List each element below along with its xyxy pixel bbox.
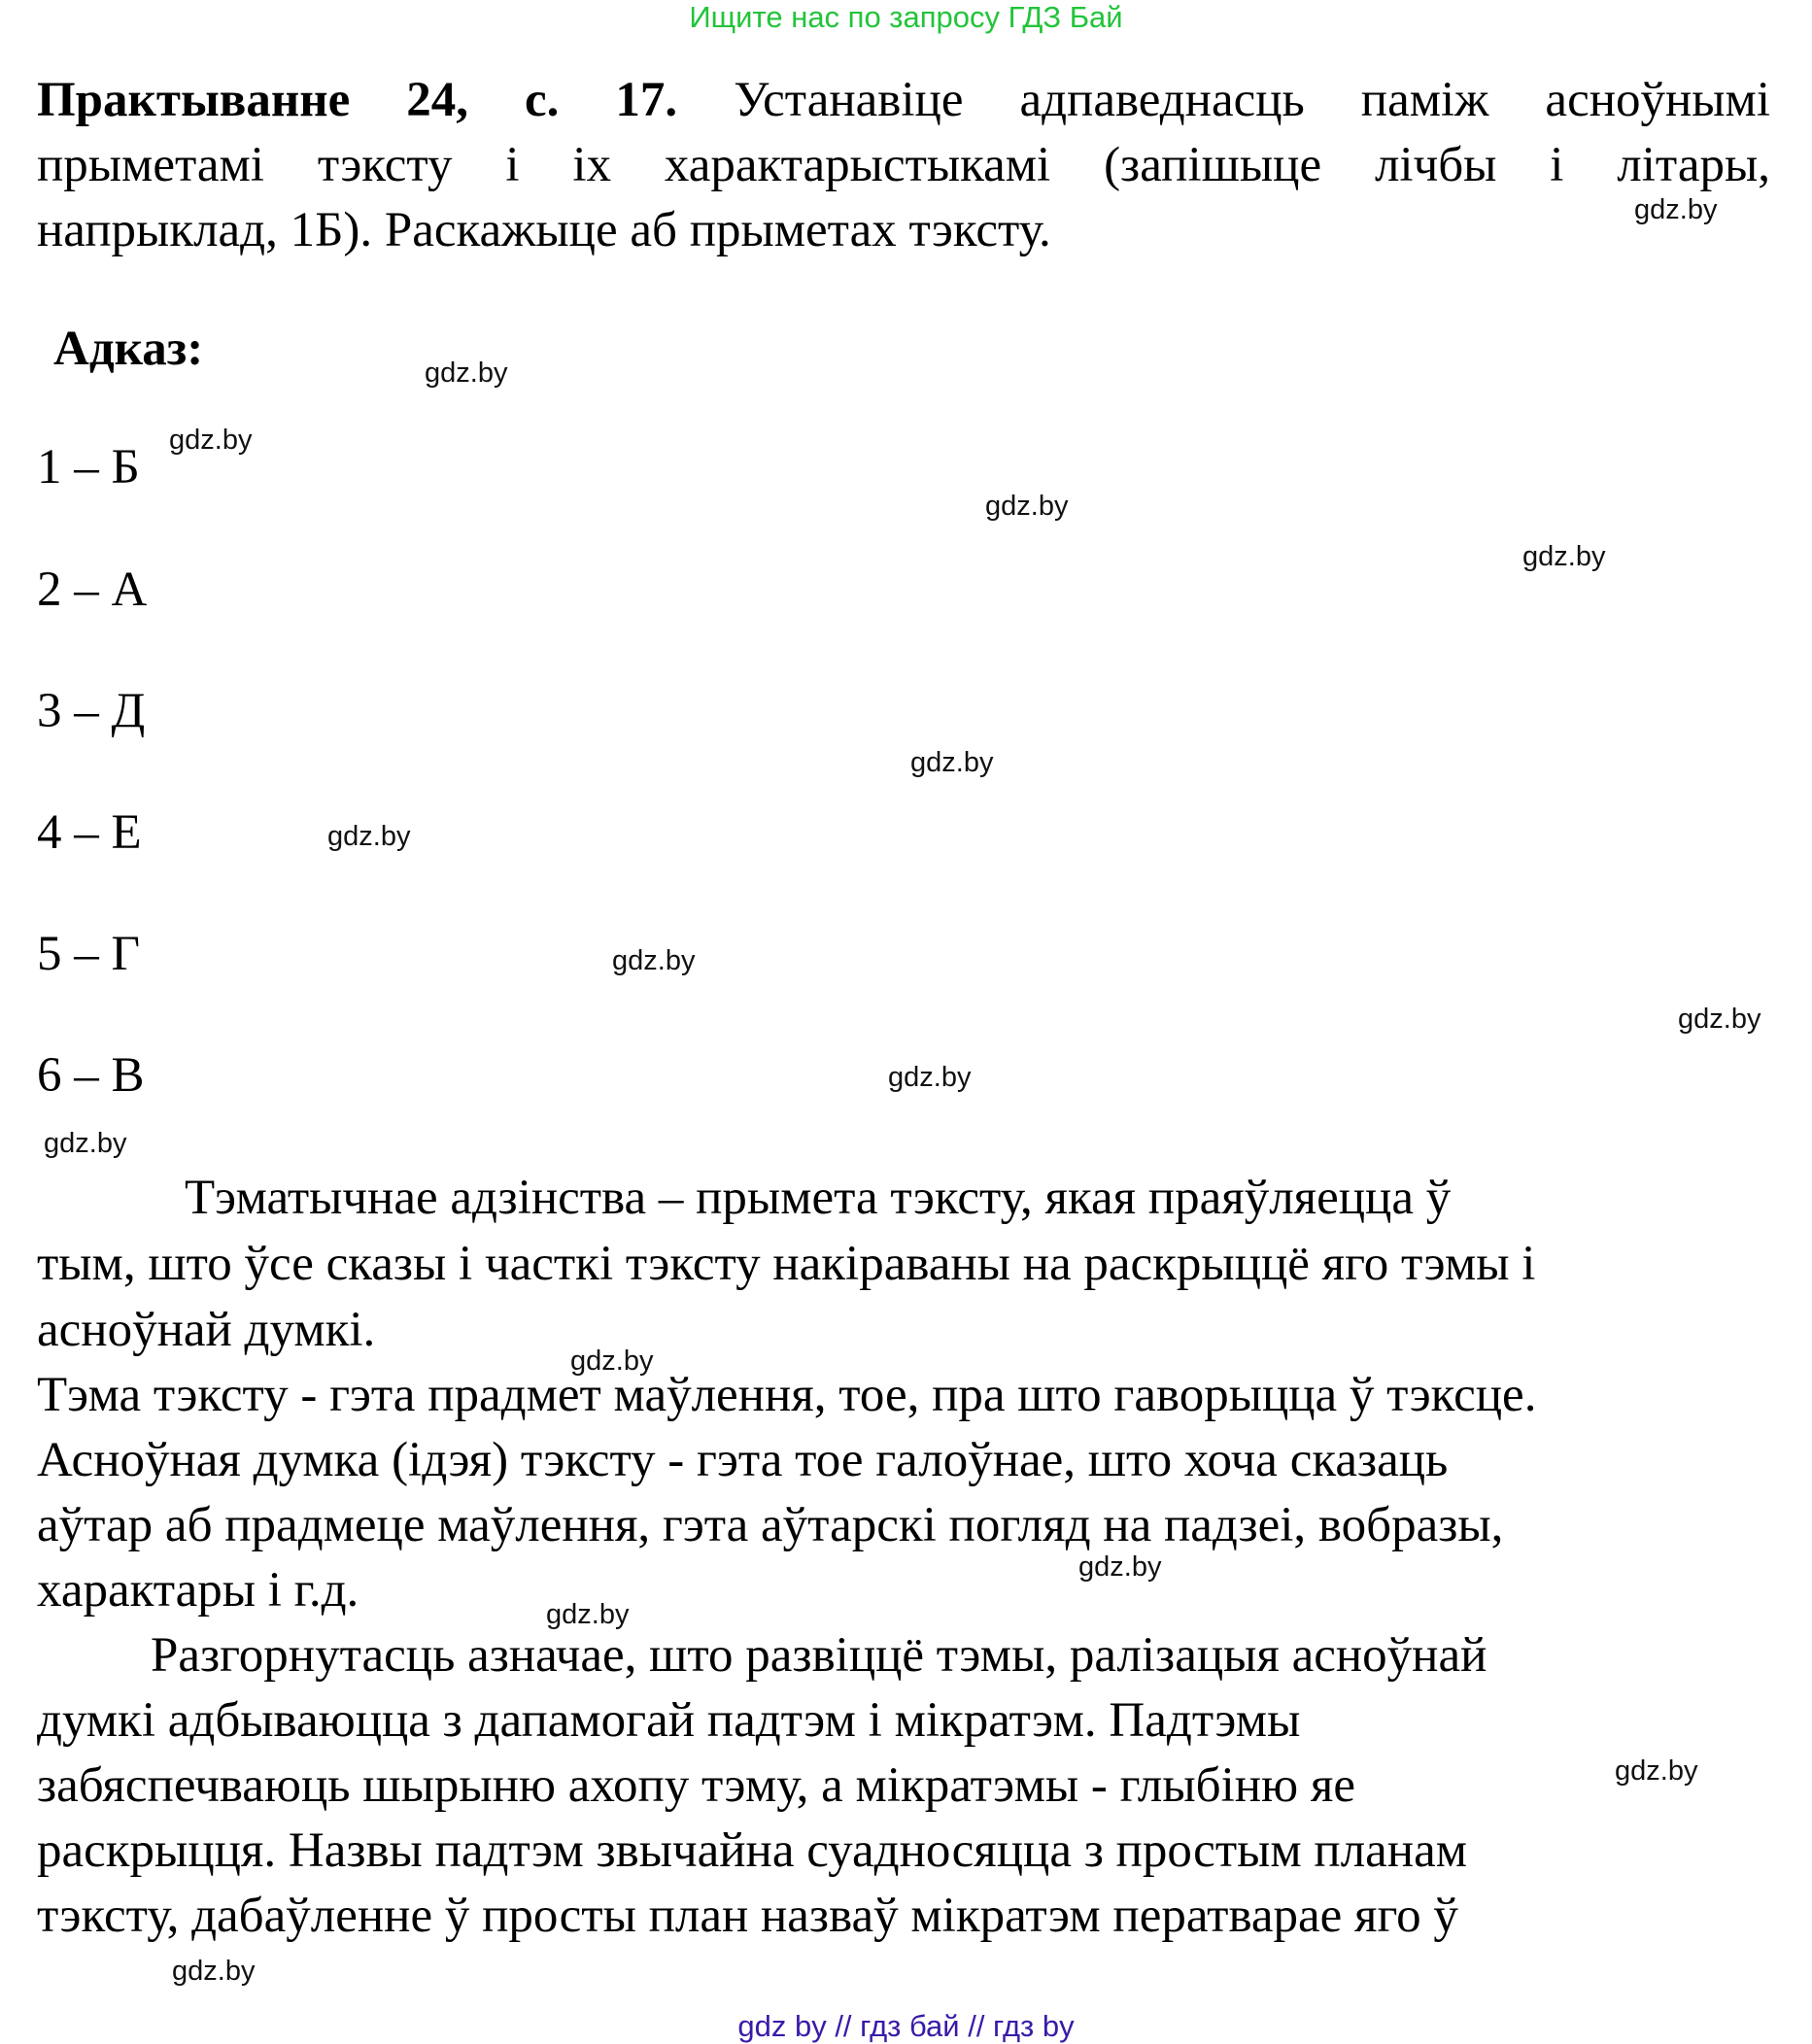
watermark: gdz.by [888, 1062, 972, 1093]
paragraph-line: забяспечваюць шырыню ахопу тэму, а мікратэмы - глыбіню яе [37, 1758, 1356, 1813]
watermark: gdz.by [612, 945, 696, 976]
paragraph-line: Разгорнутасць азначае, што развіццё тэмы, ралізацыя асноўнай [151, 1628, 1487, 1683]
paragraph-line: характары і г.д. [37, 1563, 359, 1618]
watermark: gdz.by [570, 1346, 654, 1377]
watermark: gdz.by [44, 1128, 127, 1159]
task-statement [37, 68, 1770, 263]
watermark: gdz.by [1522, 541, 1606, 572]
watermark: gdz.by [1615, 1755, 1698, 1787]
watermark: gdz.by [985, 491, 1069, 522]
watermark: gdz.by [1678, 1004, 1761, 1035]
paragraph-line: тым, што ўсе сказы і часткі тэксту накіраваны на раскрыццё яго тэмы і [37, 1237, 1536, 1291]
answer-item: 6 – В [37, 1048, 145, 1103]
paragraph-line: думкі адбываюцца з дапамогай падтэм і мікратэм. Падтэмы [37, 1693, 1301, 1748]
watermark: gdz.by [1078, 1551, 1162, 1583]
watermark: gdz.by [425, 358, 508, 389]
answer-item: 4 – Е [37, 805, 142, 860]
task-line-1 [37, 68, 1770, 133]
paragraph-line: Асноўная думка (ідэя) тэксту - гэта тое галоўнае, што хоча сказаць [37, 1433, 1449, 1487]
watermark: gdz.by [327, 821, 411, 852]
top-banner: Ищите нас по запросу ГДЗ Бай [689, 0, 1123, 34]
answer-item: 5 – Г [37, 927, 140, 981]
paragraph-line: Тэма тэксту - гэта прадмет маўлення, тое, пра што гаворыцца ў тэксце. [37, 1368, 1537, 1422]
task-line-3: напрыклад, 1Б). Раскажыце аб прыметах тэксту. [37, 203, 1051, 257]
answer-item: 1 – Б [37, 440, 140, 494]
task-heading: Практыванне 24, с. 17. [37, 73, 678, 127]
paragraph-line: Тэматычнае адзінства – прымета тэксту, якая праяўляецца ў [185, 1171, 1452, 1225]
footer: gdz by // гдз бай // гдз by [737, 2009, 1075, 2043]
paragraph-line: аўтар аб прадмеце маўлення, гэта аўтарскі погляд на падзеі, вобразы, [37, 1498, 1504, 1552]
paragraph-line: тэксту, дабаўленне ў просты план назваў мікратэм ператварае яго ў [37, 1889, 1458, 1943]
task-line-1-text: Устанавіце адпаведнасць паміж асноўнымі [734, 73, 1771, 127]
watermark: gdz.by [172, 1956, 256, 1987]
watermark: gdz.by [910, 747, 994, 778]
watermark: gdz.by [1634, 194, 1718, 225]
paragraph-line: асноўнай думкі. [37, 1303, 376, 1357]
answer-item: 2 – А [37, 562, 148, 617]
task-line-2: прыметамі тэксту і іх характарыстыкамі (запішыце лічбы і літары, [37, 138, 1770, 192]
answer-item: 3 – Д [37, 684, 146, 738]
answer-title: Адказ: [53, 322, 204, 376]
watermark: gdz.by [546, 1599, 630, 1630]
paragraph-line: раскрыцця. Назвы падтэм звычайна суадносяцца з простым планам [37, 1823, 1467, 1878]
watermark: gdz.by [169, 425, 253, 456]
